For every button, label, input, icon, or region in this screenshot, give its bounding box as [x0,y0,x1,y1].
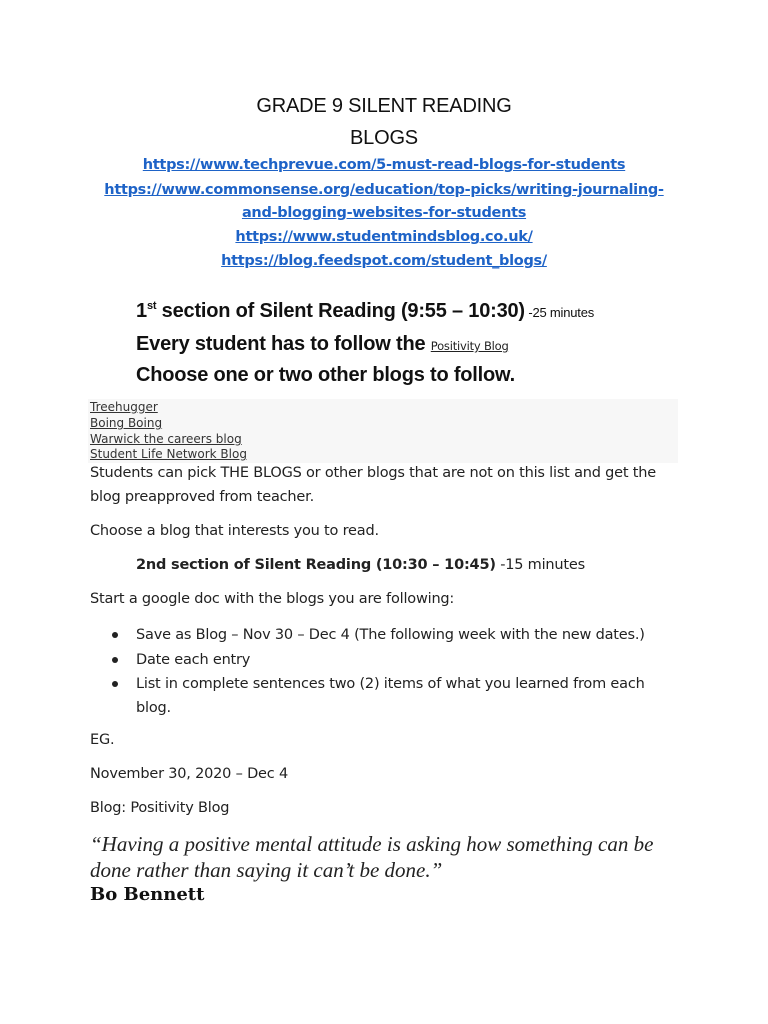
bullet-icon [112,657,118,663]
follow-instruction [136,333,509,356]
pick-paragraph-line1: Students can pick THE BLOGS or other blogs that are not on this list and get the [90,465,656,481]
link-studentmindsblog[interactable]: https://www.studentmindsblog.co.uk/ [235,229,533,245]
blog-link-student-life-network[interactable]: Student Life Network Blog [90,447,247,461]
blog-link-warwick-careers[interactable]: Warwick the careers blog [90,432,242,446]
instructions-intro: Start a google doc with the blogs you are following: [90,591,455,607]
pick-paragraph-line2: blog preapproved from teacher. [90,489,314,505]
section2-duration: -15 minutes [495,557,585,573]
blog-link-boing-boing[interactable]: Boing Boing [90,416,163,430]
link-feedspot[interactable]: https://blog.feedspot.com/student_blogs/ [221,253,547,269]
link-techprevue[interactable]: https://www.techprevue.com/5-must-read-blogs-for-students [142,157,626,173]
document-subtitle: BLOGS [350,127,418,149]
bullet-text: Date each entry [136,652,251,668]
quote-author: Bo Bennett [90,884,205,905]
link-commonsense-continued[interactable]: and-blogging-websites-for-students [241,205,527,221]
section1-ordinal: st [146,300,157,312]
bullet-icon [112,681,118,687]
section1-heading [136,300,594,323]
choose-blog-paragraph: Choose a blog that interests you to read. [90,523,379,539]
quote-text: “Having a positive mental attitude is asking how something can be done rather than saying it can’t be done.” [90,832,654,882]
link-commonsense[interactable]: https://www.commonsense.org/education/top-picks/writing-journaling- [104,182,664,198]
example-label: EG. [90,732,115,748]
section2-heading [136,557,585,573]
bullet-icon [112,632,118,638]
document-title: GRADE 9 SILENT READING [256,95,512,117]
follow-text: Every student has to follow the [136,333,426,355]
choose-instruction: Choose one or two other blogs to follow. [136,364,516,386]
example-date: November 30, 2020 – Dec 4 [90,766,288,782]
section1-heading-text: section of Silent Reading (9:55 – 10:30) [156,300,525,322]
example-blog: Blog: Positivity Blog [90,800,230,816]
blog-list [88,399,678,463]
section2-heading-text: 2nd section of Silent Reading (10:30 – 10:45) [136,557,496,573]
blog-link-treehugger[interactable]: Treehugger [90,400,158,414]
section1-number: 1 [136,300,147,322]
positivity-blog-link[interactable]: Positivity Blog [430,339,509,353]
section1-duration: -25 minutes [524,305,595,320]
bullet-text: List in complete sentences two (2) items of what you learned from each blog. [136,676,645,716]
bullet-text: Save as Blog – Nov 30 – Dec 4 (The following week with the new dates.) [136,627,645,643]
